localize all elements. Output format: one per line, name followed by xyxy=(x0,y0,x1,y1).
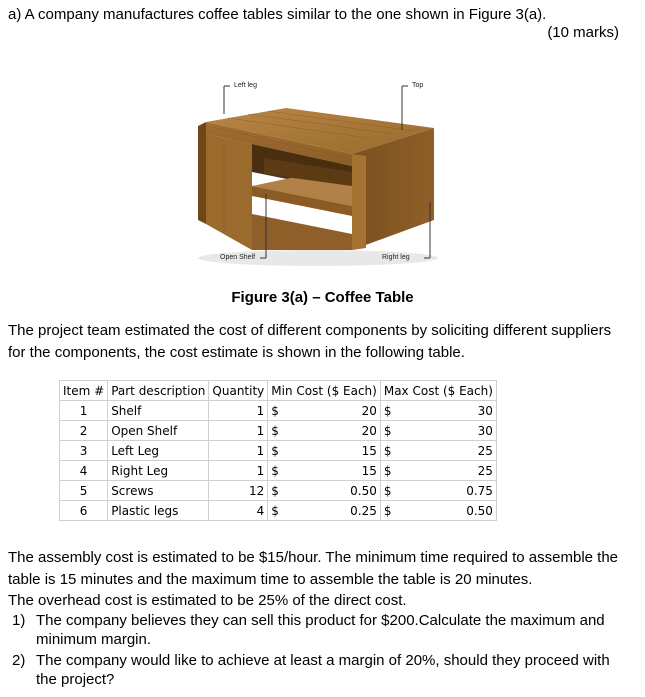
table-row xyxy=(60,461,497,481)
open-shelf-label: Open Shelf xyxy=(220,254,256,261)
currency-symbol: $ xyxy=(383,503,392,518)
table-row xyxy=(60,501,497,521)
min-cost-value: 0.25 xyxy=(350,503,377,518)
currency-symbol: $ xyxy=(271,403,279,418)
question-list xyxy=(8,611,628,691)
header-item: Item # xyxy=(60,381,108,401)
max-cost-cell xyxy=(380,501,496,521)
part-cell: Left Leg xyxy=(108,441,209,461)
item-cell: 5 xyxy=(60,481,108,501)
table-row xyxy=(60,401,497,421)
currency-symbol: $ xyxy=(271,483,279,498)
left-leg-label: Left leg xyxy=(234,82,257,89)
min-cost-value: 20 xyxy=(361,403,377,418)
question-number: 1) xyxy=(12,612,26,629)
min-cost-value: 15 xyxy=(361,463,377,478)
list-item xyxy=(8,651,628,689)
cost-table xyxy=(59,380,497,521)
header-min-cost: Min Cost ($ Each) xyxy=(268,381,381,401)
min-cost-cell xyxy=(268,401,381,421)
qty-cell: 1 xyxy=(209,461,268,481)
top-label: Top xyxy=(412,82,424,89)
table-header-row xyxy=(60,381,497,401)
min-cost-cell xyxy=(268,501,381,521)
max-cost-value: 0.50 xyxy=(466,503,493,518)
currency-symbol: $ xyxy=(271,443,279,458)
part-cell: Plastic legs xyxy=(108,501,209,521)
min-cost-cell xyxy=(268,461,381,481)
currency-symbol: $ xyxy=(383,443,392,458)
max-cost-cell xyxy=(380,441,496,461)
currency-symbol: $ xyxy=(383,423,392,438)
table-row xyxy=(60,441,497,461)
marks-label: (10 marks) xyxy=(547,24,619,41)
item-cell: 3 xyxy=(60,441,108,461)
header-max-cost: Max Cost ($ Each) xyxy=(380,381,496,401)
max-cost-value: 30 xyxy=(477,403,493,418)
max-cost-cell xyxy=(380,481,496,501)
intro-paragraph: The project team estimated the cost of different components by soliciting different suppliers for the components, the cost estimate is shown in the following table. xyxy=(8,322,612,361)
overhead-paragraph: The overhead cost is estimated to be 25% of the direct cost. xyxy=(8,592,407,609)
part-cell: Open Shelf xyxy=(108,421,209,441)
currency-symbol: $ xyxy=(383,483,392,498)
coffee-table-illustration xyxy=(168,74,468,274)
table-row xyxy=(60,421,497,441)
min-cost-cell xyxy=(268,441,381,461)
assembly-paragraph: The assembly cost is estimated to be $15/hour. The minimum time required to assemble the table is 15 minutes and the maximum time to assemble the table is 20 minutes. xyxy=(8,549,619,588)
part-cell: Shelf xyxy=(108,401,209,421)
item-cell: 1 xyxy=(60,401,108,421)
currency-symbol: $ xyxy=(271,503,279,518)
min-cost-cell xyxy=(268,421,381,441)
min-cost-value: 0.50 xyxy=(350,483,377,498)
header-quantity: Quantity xyxy=(209,381,268,401)
qty-cell: 1 xyxy=(209,401,268,421)
max-cost-cell xyxy=(380,461,496,481)
min-cost-value: 15 xyxy=(361,443,377,458)
qty-cell: 12 xyxy=(209,481,268,501)
coffee-table-figure xyxy=(168,74,468,274)
question-text: The company believes they can sell this product for $200.Calculate the maximum and minimum margin. xyxy=(36,612,605,648)
question-line: a) A company manufactures coffee tables similar to the one shown in Figure 3(a). xyxy=(8,6,547,23)
max-cost-value: 25 xyxy=(477,463,493,478)
currency-symbol: $ xyxy=(271,463,279,478)
max-cost-value: 30 xyxy=(477,423,493,438)
table-row xyxy=(60,481,497,501)
max-cost-cell xyxy=(380,421,496,441)
item-cell: 4 xyxy=(60,461,108,481)
part-cell: Screws xyxy=(108,481,209,501)
max-cost-cell xyxy=(380,401,496,421)
max-cost-value: 25 xyxy=(477,443,493,458)
question-number: 2) xyxy=(12,652,26,669)
item-cell: 6 xyxy=(60,501,108,521)
qty-cell: 1 xyxy=(209,421,268,441)
part-cell: Right Leg xyxy=(108,461,209,481)
item-cell: 2 xyxy=(60,421,108,441)
list-item xyxy=(8,611,628,649)
min-cost-cell xyxy=(268,481,381,501)
currency-symbol: $ xyxy=(383,403,392,418)
header-part: Part description xyxy=(108,381,209,401)
max-cost-value: 0.75 xyxy=(466,483,493,498)
currency-symbol: $ xyxy=(383,463,392,478)
qty-cell: 4 xyxy=(209,501,268,521)
figure-caption: Figure 3(a) – Coffee Table xyxy=(231,289,414,306)
qty-cell: 1 xyxy=(209,441,268,461)
currency-symbol: $ xyxy=(271,423,279,438)
question-text: The company would like to achieve at least a margin of 20%, should they proceed with the project? xyxy=(36,652,610,688)
min-cost-value: 20 xyxy=(361,423,377,438)
right-leg-label: Right leg xyxy=(382,254,410,261)
